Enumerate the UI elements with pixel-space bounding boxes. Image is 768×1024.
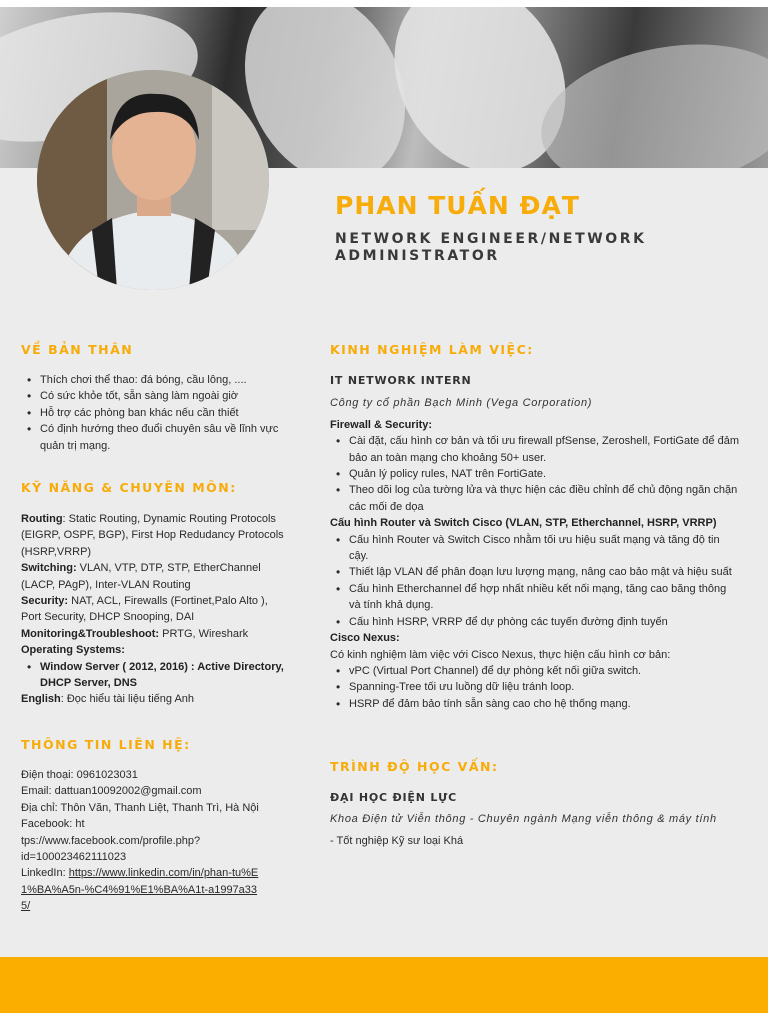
education-section (330, 790, 750, 849)
list-item: • Thích chơi thể thao: đá bóng, cầu lông, .... (21, 372, 281, 388)
contact-facebook-line1: Facebook: ht (21, 818, 85, 831)
person-name: PHAN TUẤN ĐẠT (335, 191, 580, 220)
contact-facebook-line2: tps://www.facebook.com/profile.php? (21, 834, 201, 847)
list-item: • Có định hướng theo đuổi chuyên sâu về lĩnh vực quản trị mạng. (21, 421, 281, 454)
list-item: • Cấu hình Etherchannel để hợp nhất nhiều kết nối mạng, tăng cao băng thông và tính khả dụng. (330, 581, 740, 614)
linkedin-label: LinkedIn: (21, 867, 69, 880)
skill-switching (21, 560, 287, 593)
list-item: • Có sức khỏe tốt, sẵn sàng làm ngoài giờ (21, 388, 281, 404)
contact-facebook-line3: id=100023462111023 (21, 851, 127, 864)
skill-label: Monitoring&Troubleshoot: (21, 627, 160, 640)
firewall-heading: Firewall & Security: (330, 418, 433, 431)
contact-address: Địa chỉ: Thôn Văn, Thanh Liệt, Thanh Trì, Hà Nội (21, 801, 259, 814)
job-title: IT NETWORK INTERN (330, 374, 472, 387)
contact-section (21, 767, 287, 915)
list-item: • Hỗ trợ các phòng ban khác nếu cần thiết (21, 405, 281, 421)
linkedin-link[interactable]: https://www.linkedin.com/in/phan-tu%E1%BA%A5n-%C4%91%E1%BA%A1t-a1997a335/ (21, 867, 259, 913)
contact-linkedin (21, 865, 266, 914)
skill-english (21, 691, 287, 707)
nexus-intro: Có kinh nghiệm làm việc với Cisco Nexus, thực hiện cấu hình cơ bản: (330, 648, 671, 661)
education-degree: - Tốt nghiệp Kỹ sư loại Khá (330, 834, 464, 847)
skill-monitoring (21, 626, 287, 642)
about-list (21, 372, 281, 454)
list-item: • Theo dõi log của tường lửa và thực hiện các điều chỉnh để chủ động ngăn chặn các mối đe dọa (330, 482, 740, 515)
profile-photo (37, 70, 269, 290)
skill-text: : Static Routing, Dynamic Routing Protocols (EIGRP, OSPF, BGP), First Hop Redudancy Protocols (HSRP,VRRP) (21, 513, 284, 558)
list-item: • Quản lý policy rules, NAT trên FortiGate. (330, 466, 740, 482)
contact-phone: Điện thoại: 0961023031 (21, 769, 138, 781)
footer-bar (0, 957, 768, 1013)
skill-label: Routing (21, 513, 63, 525)
skill-text: VLAN, VTP, DTP, STP, EtherChannel (LACP, PAgP), Inter-VLAN Routing (21, 562, 261, 591)
experience-title: KINH NGHIỆM LÀM VIỆC: (330, 342, 534, 357)
skill-label: Operating Systems: (21, 644, 125, 657)
bottom-strip (0, 1013, 768, 1024)
skill-security (21, 593, 287, 626)
top-strip (0, 0, 768, 7)
skill-os (21, 642, 287, 658)
contact-title: THÔNG TIN LIÊN HỆ: (21, 737, 191, 752)
skill-routing (21, 511, 287, 560)
experience-section (330, 373, 740, 712)
list-item (21, 659, 287, 692)
firewall-list (330, 433, 740, 515)
contact-email: Email: dattuan10092002@gmail.com (21, 785, 202, 798)
school-name: ĐẠI HỌC ĐIỆN LỰC (330, 791, 458, 804)
education-major: Khoa Điện tử Viễn thông - Chuyên ngành Mạng viễn thông & máy tính (330, 813, 717, 826)
skill-label: English (21, 693, 61, 706)
education-title: TRÌNH ĐỘ HỌC VẤN: (330, 759, 499, 774)
skill-text: PRTG, Wireshark (159, 627, 249, 640)
router-heading: Cấu hình Router và Switch Cisco (VLAN, STP, Etherchannel, HSRP, VRRP) (330, 517, 717, 530)
skill-label: Security: (21, 595, 69, 608)
list-item: • Cài đặt, cấu hình cơ bản và tối ưu firewall pfSense, Zeroshell, FortiGate để đảm bảo an toàn mạng cho khoảng 50+ user. (330, 433, 740, 466)
list-item: • HSRP để đảm bảo tính sẵn sàng cao cho hệ thống mạng. (330, 696, 740, 712)
nexus-heading: Cisco Nexus: (330, 632, 400, 645)
skill-text: NAT, ACL, Firewalls (Fortinet,Palo Alto ), Port Security, DHCP Snooping, DAI (21, 595, 268, 624)
list-item: • Spanning-Tree tối ưu luồng dữ liệu tránh loop. (330, 679, 740, 695)
router-list (330, 532, 740, 630)
skill-text: : Đọc hiểu tài liệu tiếng Anh (60, 693, 195, 706)
list-item: • Thiết lập VLAN để phân đoạn lưu lượng mạng, nâng cao bảo mật và hiệu suất (330, 564, 740, 580)
skills-section (21, 511, 287, 708)
list-item: • Cấu hình Router và Switch Cisco nhằm tối ưu hiệu suất mạng và tăng độ tin cậy. (330, 532, 740, 565)
about-title: VỀ BẢN THÂN (21, 342, 134, 357)
company-name: Công ty cổ phần Bạch Minh (Vega Corporation) (330, 397, 593, 410)
profile-photo-image (37, 70, 269, 290)
list-item: • Cấu hình HSRP, VRRP để dự phòng các tuyến đường định tuyến (330, 614, 740, 630)
nexus-list (330, 663, 740, 712)
os-list (21, 659, 287, 692)
job-role: NETWORK ENGINEER/NETWORK ADMINISTRATOR (335, 231, 647, 264)
list-item: • vPC (Virtual Port Channel) để dự phòng kết nối giữa switch. (330, 663, 740, 679)
skills-title: KỸ NĂNG & CHUYÊN MÔN: (21, 480, 237, 495)
os-item-text: Window Server ( 2012, 2016) : Active Directory, DHCP Server, DNS (40, 660, 284, 690)
skill-label: Switching: (21, 562, 77, 575)
